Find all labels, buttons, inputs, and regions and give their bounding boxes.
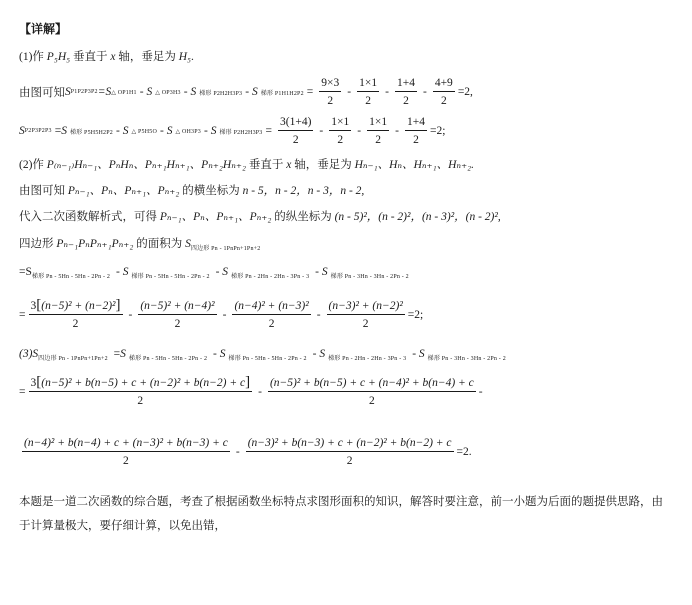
p4-points: Pₙ₋₁、Pₙ、Pₙ₊₁、Pₙ₊₂: [159, 211, 272, 223]
eq1-frac-3: $\frac{1+4}{2}$: [396, 77, 415, 107]
part2-intro: [19, 158, 474, 173]
eq7-frac-2: $\frac{\text{(n−3)² + b(n−3) + c + (n−2)² + b(n−2) + c}}{2}$: [247, 437, 452, 467]
eq1-minus-2: - S: [183, 86, 197, 98]
part2-area-intro: 四边形 Pₙ₋₁PₙPₙ₊₁Pₙ₊₂ 的面积为 $S_{四边形 Pn - 1PnPn+1Pn+2}$: [19, 238, 261, 252]
eq2-frac-1: $\frac{3(1+4)}{2}$: [280, 116, 312, 146]
part2-ordinate: [19, 210, 501, 225]
equation-5: $(3)S_{四边形 Pn - 1PnPn+1Pn+2} =S$ $_{梯形 Pn - 5Hn - 5Hn - 2Pn - 2}$ - S $_{梯形 Pn - 5Hn - 5Hn - 2Pn - 2}$ - S $_{梯形 Pn - 2Hn - 2Hn - 3Pn - 3}$ - S $_{梯形 Pn - 3Hn - 3Hn - 2Pn - 2}$: [19, 348, 506, 362]
part1-mid: 垂直于: [73, 51, 108, 63]
eq4-frac-3: $\frac{\text{(n−4)² + (n−3)²}}{2}$: [234, 299, 309, 330]
eq3-term4-sub: 梯形 Pn - 3Hn - 3Hn - 2Pn - 2: [330, 274, 409, 280]
eq1-frac-1: $\frac{9\times 3}{2}$: [321, 77, 340, 107]
equation-1: 由图可知 S P1P2P3P2 =S △ OP1H1 - S △ OP3H3 - S 梯形 P2H2H3P3 - S 梯形 P1H1H2P2 = $\frac{9\times 3}{2}$ - $\frac{1\times 1}{2}$ - $\frac{1+4}{2}$ - $\frac{4+9}{2}$ =2,: [19, 77, 473, 107]
eq1-frac-4: $\frac{4+9}{2}$: [434, 77, 453, 107]
p3-points: Pₙ₋₁、Pₙ、Pₙ₊₁、Pₙ₊₂: [67, 185, 180, 197]
eq5-term3-sub: 梯形 Pn - 2Hn - 2Hn - 3Pn - 3: [328, 356, 407, 362]
p5-lead: 四边形: [19, 238, 54, 250]
eq1-term1-sub: △ OP1H1: [111, 89, 137, 96]
p5-quad: Pₙ₋₁PₙPₙ₊₁Pₙ₊₂: [56, 238, 134, 250]
equation-7: $\frac{\text{(n−4)² + b(n−4) + c + (n−3)² + b(n−3) + c}}{2}$ - $\frac{\text{(n−3)² + b(n−3) + c + (n−2)² + b(n−2) + c}}{2}$ =2.: [24, 437, 472, 467]
p4-tail: 的纵坐标为: [274, 211, 332, 223]
eq1-S: S: [65, 86, 71, 98]
part2-label: (2)作: [19, 159, 44, 171]
eq5-term1-sub: 梯形 Pn - 5Hn - 5Hn - 2Pn - 2: [128, 356, 208, 362]
part2-abscissa: [19, 184, 364, 199]
part1-axis: x: [110, 51, 116, 63]
eq3-term2-sub: 梯形 Pn - 5Hn - 5Hn - 2Pn - 2: [131, 274, 210, 280]
p3-tail: 的横坐标为: [182, 185, 240, 197]
eq5-term4-sub: 梯形 Pn - 3Hn - 3Hn - 2Pn - 2: [427, 356, 506, 362]
p5-tail: 的面积为: [136, 238, 183, 250]
eq6-frac-2: $\frac{\text{(n−5)² + b(n−5) + c + (n−4)² + b(n−4) + c}}{2}$: [269, 376, 474, 407]
equation-6: = $\frac{\text{3[(n−5)² + b(n−5) + c + (n−2)² + b(n−2) + c]}}{2}$ - $\frac{\text{(n−5)² + b(n−5) + c + (n−4)² + b(n−4) + c}}{2}$ -: [19, 374, 483, 407]
eq1-S-sub: P1P2P3P2: [70, 89, 98, 95]
heading: 【详解】: [19, 22, 68, 36]
part1-label: (1)作: [19, 51, 44, 63]
eq1-result: =2,: [457, 86, 473, 98]
eq2-S-sub: P2P3P2P3: [24, 128, 52, 134]
eq3-term3-sub: 梯形 Pn - 2Hn - 2Hn - 3Pn - 3: [231, 274, 310, 280]
part1-tail: 轴，垂足为: [118, 51, 176, 63]
eq1-term4-sub: 梯形 P1H1H2P2: [260, 90, 304, 97]
part1-foot: H₅: [178, 51, 192, 63]
eq2-term3-sub: △ OH3P3: [175, 128, 201, 135]
eq2-term1-sub: 梯形 P5H5H2P2: [69, 129, 113, 136]
eq2-frac-4: $\frac{1+4}{2}$: [406, 116, 425, 146]
eq1-lead: 由图可知: [19, 87, 65, 99]
eq2-frac-3: $\frac{1\times 1}{2}$: [369, 116, 388, 146]
eq1-eq: =S: [97, 86, 112, 98]
p5-S-sub: 四边形 Pn - 1PnPn+1Pn+2: [190, 246, 261, 252]
p4-values: (n - 5)²，(n - 2)²，(n - 3)²，(n - 2)²,: [334, 211, 501, 223]
equation-3: $=S_{梯形 Pn - 5Hn - 5Hn - 2Pn - 2} - S$ $_{梯形 Pn - 5Hn - 5Hn - 2Pn - 2}$ - S $_{梯形 Pn - 2Hn - 2Hn - 3Pn - 3}$ - S $_{梯形 Pn - 3Hn - 3Hn - 2Pn - 2}$: [19, 266, 409, 280]
eq4-frac-1: $\frac{\text{3[(n−5)² + (n−2)²]}}{2}$: [30, 297, 121, 330]
part2-foots: Hₙ₋₁、Hₙ、Hₙ₊₁、Hₙ₊₂.: [354, 159, 475, 171]
eq4-frac-2: $\frac{\text{(n−5)² + (n−4)²}}{2}$: [140, 299, 215, 330]
eq1-frac-2: $\frac{1\times 1}{2}$: [359, 77, 378, 107]
p4-lead: 代入二次函数解析式，可得: [19, 211, 157, 223]
eq2-result: =2;: [429, 125, 446, 137]
eq1-minus-1: - S: [139, 86, 153, 98]
eq1-minus-3: - S: [245, 86, 258, 98]
eq5-S-sub: 四边形 Pn - 1PnPn+1Pn+2: [38, 356, 108, 362]
part2-items: P₍ₙ₋₁₎Hₙ₋₁、PₙHₙ、Pₙ₊₁Hₙ₊₁、Pₙ₊₂Hₙ₊₂: [46, 159, 246, 171]
part1-intro: [19, 50, 194, 65]
part1-segment: P₅H₅: [46, 51, 71, 63]
eq1-term2-sub: △ OP3H3: [155, 89, 181, 96]
eq7-frac-1: $\frac{\text{(n−4)² + b(n−4) + c + (n−3)² + b(n−3) + c}}{2}$: [24, 437, 228, 467]
eq5-term2-sub: 梯形 Pn - 5Hn - 5Hn - 2Pn - 2: [228, 356, 307, 362]
part2-tail: 轴，垂足为: [294, 159, 352, 171]
equation-2: S P2P3P2P3 =S 梯形 P5H5H2P2 - S △ P5H5O - S △ OH3P3 - S 梯形 P2H2H3P3 = $\frac{3(1+4)}{2}$ - $\frac{1\times 1}{2}$ - $\frac{1\times 1}{2}$ - $\frac{1+4}{2}$ =2;: [19, 116, 446, 146]
eq2-frac-2: $\frac{1\times 1}{2}$: [331, 116, 350, 146]
p3-values: n - 5，n - 2，n - 3，n - 2,: [242, 185, 365, 197]
eq6-frac-1: $\frac{\text{3[(n−5)² + b(n−5) + c + (n−2)² + b(n−2) + c]}}{2}$: [30, 374, 251, 407]
part2-mid: 垂直于: [248, 159, 284, 171]
eq6-end: -: [478, 385, 483, 398]
eq3-lead: =S: [19, 266, 32, 278]
eq2-term4-sub: 梯形 P2H2H3P3: [219, 129, 263, 136]
eq7-result: =2.: [456, 446, 472, 458]
eq3-term1-sub: 梯形 Pn - 5Hn - 5Hn - 2Pn - 2: [31, 274, 111, 280]
equation-4: = $\frac{\text{3[(n−5)² + (n−2)²]}}{2}$ - $\frac{\text{(n−5)² + (n−4)²}}{2}$ - $\frac{\text{(n−4)² + (n−3)²}}{2}$ - $\frac{\text{(n−3)² + (n−2)²}}{2}$ =2;: [19, 297, 424, 330]
eq1-term3-sub: 梯形 P2H2H3P3: [199, 90, 243, 97]
eq5-label: (3)S: [19, 348, 39, 360]
p3-lead: 由图可知: [19, 185, 65, 197]
summary-paragraph: 本题是一道二次函数的综合题，考查了根据函数坐标特点求图形面积的知识，解答时要注意，前一小题为后面的题提供思路，由于计算量极大，要仔细计算，以免出错，: [19, 496, 663, 532]
eq4-frac-4: $\frac{\text{(n−3)² + (n−2)²}}{2}$: [328, 299, 403, 330]
part1-end: .: [191, 51, 194, 63]
eq4-result: =2;: [407, 308, 424, 321]
eq2-term2-sub: △ P5H5O: [131, 128, 157, 135]
part2-axis: x: [286, 159, 292, 171]
